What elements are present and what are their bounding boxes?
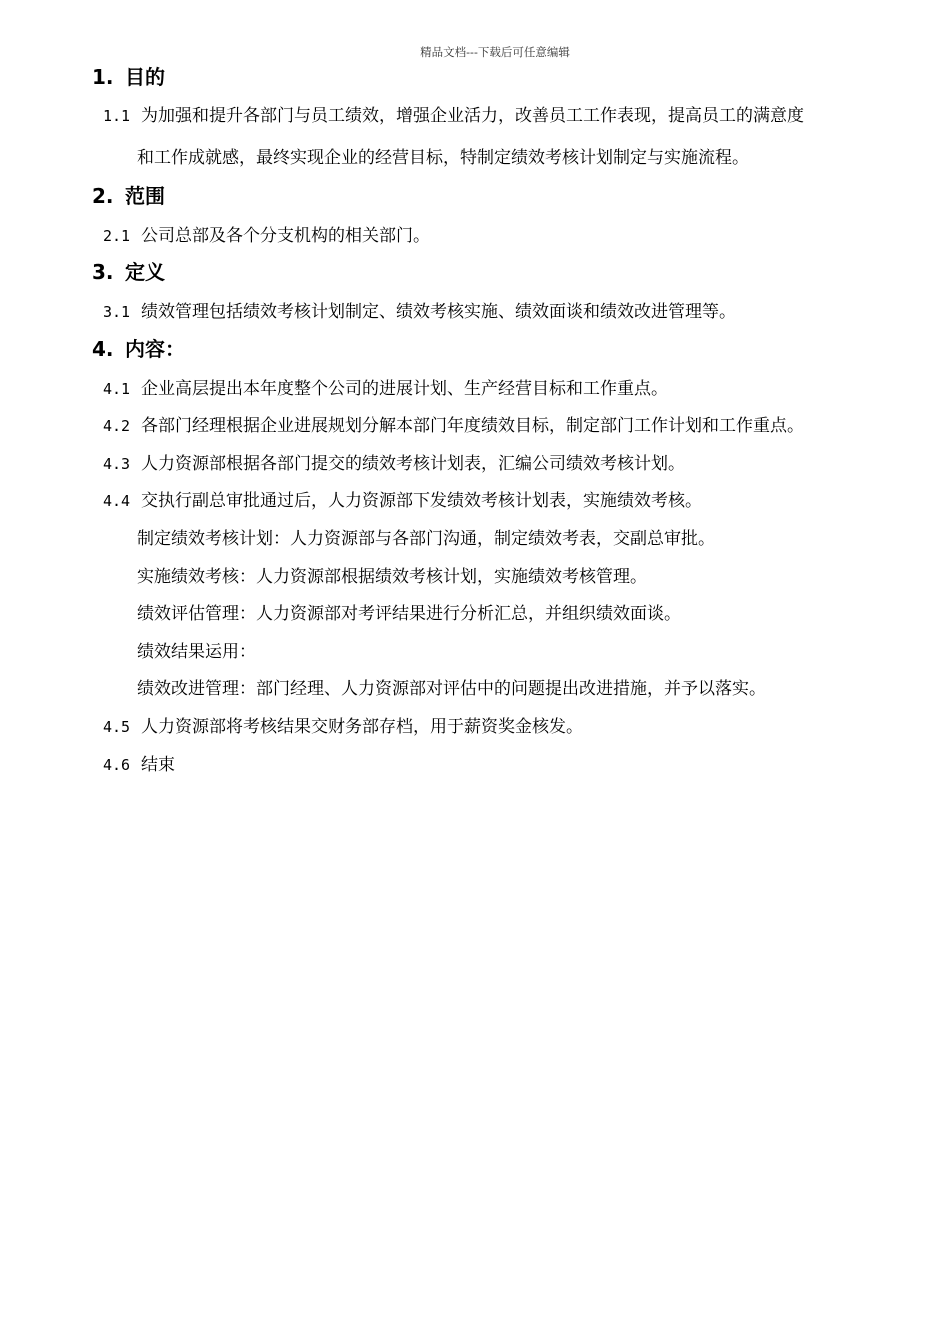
section-heading-purpose [92, 62, 165, 92]
clause-text: 绩效管理包括绩效考核计划制定、绩效考核实施、绩效面谈和绩效改进管理等。 [141, 302, 736, 322]
clause-number: 4.6 [103, 756, 131, 774]
clause-number: 1.1 [103, 107, 131, 125]
clause-3-1 [103, 300, 736, 324]
clause-text: 人力资源部将考核结果交财务部存档，用于薪资奖金核发。 [141, 717, 583, 737]
clause-1-1-continuation: 和工作成就感，最终实现企业的经营目标，特制定绩效考核计划制定与实施流程。 [137, 148, 749, 168]
clause-number: 2.1 [103, 227, 131, 245]
clause-text: 企业高层提出本年度整个公司的进展计划、生产经营目标和工作重点。 [141, 379, 668, 399]
section-heading-content [92, 334, 185, 364]
sub-item-evaluate: 绩效评估管理：人力资源部对考评结果进行分析汇总，并组织绩效面谈。 [137, 604, 681, 624]
clause-4-6 [103, 753, 175, 777]
section-number: 4. [92, 337, 114, 361]
clause-2-1 [103, 224, 430, 248]
clause-1-1 [103, 104, 804, 128]
clause-text: 结束 [141, 755, 175, 775]
clause-number: 4.2 [103, 417, 131, 435]
clause-4-2 [103, 414, 804, 438]
clause-text: 各部门经理根据企业进展规划分解本部门年度绩效目标，制定部门工作计划和工作重点。 [141, 416, 804, 436]
sub-item-results: 绩效结果运用： [137, 642, 256, 662]
section-title: 目的 [125, 65, 165, 89]
sub-item-improve: 绩效改进管理：部门经理、人力资源部对评估中的问题提出改进措施，并予以落实。 [137, 679, 766, 699]
section-number: 1. [92, 65, 114, 89]
section-heading-scope [92, 181, 165, 211]
clause-4-5 [103, 715, 583, 739]
section-title: 内容： [125, 337, 185, 361]
page-header: 精品文档---下载后可任意编辑 [420, 45, 570, 59]
clause-text: 公司总部及各个分支机构的相关部门。 [141, 226, 430, 246]
section-title: 定义 [125, 260, 165, 284]
clause-number: 4.4 [103, 492, 131, 510]
clause-text: 人力资源部根据各部门提交的绩效考核计划表，汇编公司绩效考核计划。 [141, 454, 685, 474]
sub-item-implement: 实施绩效考核：人力资源部根据绩效考核计划，实施绩效考核管理。 [137, 567, 647, 587]
clause-number: 3.1 [103, 303, 131, 321]
clause-text: 为加强和提升各部门与员工绩效，增强企业活力，改善员工工作表现，提高员工的满意度 [141, 106, 804, 126]
section-number: 3. [92, 260, 114, 284]
section-heading-definition [92, 257, 165, 287]
clause-4-4 [103, 489, 702, 513]
section-title: 范围 [125, 184, 165, 208]
sub-item-plan: 制定绩效考核计划：人力资源部与各部门沟通，制定绩效考表，交副总审批。 [137, 529, 715, 549]
clause-text: 交执行副总审批通过后，人力资源部下发绩效考核计划表，实施绩效考核。 [141, 491, 702, 511]
clause-4-1 [103, 377, 668, 401]
clause-number: 4.3 [103, 455, 131, 473]
clause-number: 4.5 [103, 718, 131, 736]
clause-4-3 [103, 452, 685, 476]
section-number: 2. [92, 184, 114, 208]
clause-number: 4.1 [103, 380, 131, 398]
